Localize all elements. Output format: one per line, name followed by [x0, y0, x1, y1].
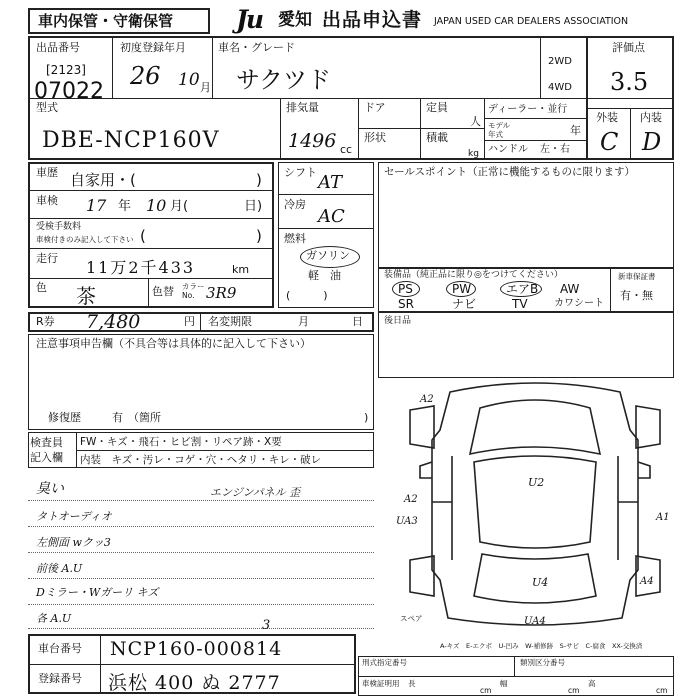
- capacity-unit: 人: [470, 115, 481, 128]
- color-value: 茶: [76, 284, 96, 308]
- ac-value: AC: [318, 206, 345, 227]
- shaken-month-unit: 月(: [170, 199, 189, 214]
- grid-line: [484, 98, 485, 160]
- shape-label: 形状: [364, 131, 386, 144]
- height-label: 高: [588, 679, 596, 688]
- height-unit: cm: [656, 686, 668, 695]
- form-subtitle: JAPAN USED CAR DEALERS ASSOCIATION: [434, 16, 629, 27]
- grid-line: [540, 36, 541, 98]
- lot-label: 出品番号: [36, 41, 80, 54]
- color-label: 色: [36, 281, 47, 294]
- width-label: 幅: [500, 679, 508, 688]
- exterior-label: 外装: [596, 111, 618, 124]
- grid-line: [420, 98, 421, 160]
- grid-line: [28, 98, 674, 99]
- ju-logo: Ju: [236, 5, 263, 34]
- length-unit: cm: [480, 686, 492, 695]
- equip-airbag-circle: [500, 281, 542, 297]
- grid-line: [76, 450, 374, 451]
- history-close: ): [256, 171, 262, 189]
- damage-mark-a4: A4: [640, 576, 654, 587]
- lot-number: 07022: [34, 79, 104, 104]
- registration-label: 初度登録年月: [120, 41, 186, 54]
- reception-open: (: [140, 227, 146, 245]
- name-change-day: 日: [352, 315, 363, 328]
- equip-sr: SR: [398, 297, 414, 311]
- grid-line: [484, 118, 586, 119]
- equip-pw-circle: [446, 281, 476, 297]
- chassis-note: 3: [262, 618, 271, 633]
- model-year-label: モデル 年式: [488, 121, 511, 139]
- drive-2wd: 2WD: [548, 56, 572, 67]
- capacity-label: 定員: [426, 101, 448, 114]
- grid-line: [358, 676, 674, 677]
- storage-label: 車内保管・守衛保管: [38, 12, 174, 30]
- year-unit: 年: [570, 124, 581, 137]
- grid-line: [112, 36, 113, 98]
- length-label: 長: [408, 679, 416, 688]
- damage-mark-ua3: UA3: [396, 516, 418, 527]
- grid-line: [358, 98, 359, 160]
- designated-label: 刑式指定番号: [362, 658, 407, 667]
- damage-mark-u2: U2: [528, 476, 545, 489]
- repair-label: 修復歴: [48, 411, 81, 424]
- load-label: 積載: [426, 131, 448, 144]
- classification-label: 類別区分番号: [520, 658, 565, 667]
- color-code: 3R9: [206, 284, 237, 302]
- plate-label: 登録番号: [38, 672, 82, 685]
- grid-line: [28, 278, 274, 279]
- shaken-label: 車検: [36, 194, 58, 207]
- name-change-label: 名変期限: [208, 315, 252, 328]
- rear-equipment-label: 後日品: [384, 316, 412, 326]
- reception-note: 車検付きのみ記入して下さい: [36, 235, 134, 244]
- evaluation-label: 評価点: [612, 41, 645, 54]
- note-4: 左側面 wクッ3: [36, 536, 111, 549]
- model-value: DBE-NCP160V: [42, 128, 220, 153]
- new-car-warranty-options: 有・無: [620, 289, 653, 302]
- registration-month: 10: [178, 70, 200, 90]
- damage-mark-a2-side: A2: [404, 494, 418, 505]
- rear-equipment-frame: [378, 312, 674, 378]
- form-title: 出品申込書: [322, 9, 423, 31]
- car-name-value: サクツド: [236, 66, 332, 94]
- note-3: タトオーディオ: [36, 510, 112, 523]
- note-7: 各 A.U: [36, 612, 72, 625]
- equip-ps: PS: [398, 282, 413, 296]
- model-label: 型式: [36, 101, 58, 114]
- chassis-label: 車台番号: [38, 642, 82, 655]
- plate-value: 浜松 400 ぬ 2777: [108, 672, 281, 694]
- recycle-value: 7,480: [86, 311, 141, 333]
- mileage-label: 走行: [36, 252, 58, 265]
- grid-line: [484, 140, 586, 141]
- reception-close: ): [256, 227, 262, 245]
- grid-line: [28, 664, 356, 665]
- evaluation-score: 3.5: [610, 68, 649, 96]
- displacement-unit: cc: [340, 143, 353, 156]
- lot-bracket-number: [2123]: [46, 63, 86, 77]
- note-6: Dミラー・Wガーリ キズ: [36, 586, 159, 599]
- displacement-value: 1496: [288, 130, 337, 152]
- note-line: [28, 604, 374, 605]
- load-unit: kg: [468, 149, 479, 159]
- recycle-label: R券: [36, 315, 55, 328]
- org-name: 愛知: [278, 10, 312, 30]
- grid-line: [610, 268, 611, 312]
- dealer-label: ディーラー・並行: [488, 104, 568, 115]
- width-unit: cm: [568, 686, 580, 695]
- new-car-warranty-label: 新車保証書: [618, 272, 656, 281]
- interior-label: 内装: [640, 111, 662, 124]
- grid-line: [278, 228, 374, 229]
- fuel-other: ( ): [286, 289, 328, 302]
- displacement-label: 排気量: [286, 101, 319, 114]
- sales-point-label: セールスポイント（正常に機能するものに限ります）: [384, 166, 636, 178]
- mileage-unit: km: [232, 263, 250, 276]
- grid-line: [148, 278, 149, 308]
- damage-mark-ua4: UA4: [524, 616, 546, 627]
- damage-mark-u4: U4: [532, 576, 549, 589]
- damage-mark-a2-top: A2: [420, 394, 434, 405]
- note-line: [28, 526, 374, 527]
- recycle-yen: 円: [184, 315, 195, 328]
- car-name-label: 車名・グレード: [218, 41, 295, 54]
- color-code-label: カラー No.: [182, 282, 205, 300]
- repair-suffix: （箇所: [128, 411, 161, 424]
- shift-value: AT: [318, 172, 343, 193]
- fuel-gasoline: ガソリン: [306, 249, 350, 262]
- inspector-interior-row: 内装 キズ・汚レ・コゲ・穴・ヘタリ・キレ・破レ: [80, 454, 322, 466]
- equip-ps-circle: [392, 281, 420, 297]
- notes-label: 注意事項申告欄（不具合等は具体的に記入して下さい）: [36, 337, 311, 350]
- grid-line: [358, 128, 484, 129]
- damage-mark-a1: A1: [656, 512, 670, 523]
- equipment-label: 装備品（純正品に限り◎をつけてください）: [384, 270, 563, 280]
- repair-value: 有: [112, 411, 123, 424]
- fuel-diesel: 軽 油: [308, 269, 341, 282]
- grid-line: [280, 98, 281, 160]
- exterior-grade: C: [600, 128, 619, 156]
- vehicle-cert-label: 車検証明用: [362, 679, 400, 688]
- history-label: 車歴: [36, 166, 58, 179]
- registration-month-unit: 月: [200, 81, 211, 94]
- grid-line: [200, 312, 201, 332]
- registration-year: 26: [130, 62, 161, 90]
- grid-line: [630, 108, 631, 160]
- ac-label: 冷房: [284, 198, 306, 211]
- repair-close: ): [364, 411, 369, 424]
- inspector-label: 検査員 記入欄: [30, 436, 63, 464]
- shaken-year-unit: 年: [118, 199, 132, 214]
- equip-leather-seat: カワシート: [554, 298, 604, 309]
- drive-4wd: 4WD: [548, 82, 572, 93]
- note-2: エンジンパネル 歪: [210, 486, 301, 499]
- reception-label: 受検手数料: [36, 222, 82, 232]
- grid-line: [28, 218, 274, 219]
- shaken-year: 17: [86, 196, 107, 215]
- spare-label: スペア: [400, 614, 423, 623]
- shaken-month: 10: [146, 196, 167, 215]
- note-line: [28, 578, 374, 579]
- recycle-frame: [28, 312, 374, 332]
- grid-line: [514, 656, 515, 676]
- note-1: 臭い: [36, 481, 64, 497]
- handle-label: ハンドル: [488, 144, 528, 155]
- equip-aw: AW: [560, 282, 580, 296]
- car-damage-diagram: [390, 370, 680, 640]
- grid-line: [28, 190, 274, 191]
- door-label: ドア: [364, 101, 386, 114]
- name-change-month: 月: [298, 315, 309, 328]
- grid-line: [28, 248, 274, 249]
- inspector-exterior-row: FW・キズ・飛石・ヒビ割・リペア跡・X要: [80, 436, 282, 448]
- equip-tv: TV: [512, 297, 528, 311]
- damage-legend: A-キズ E-エクボ U-凹み W-補修跡 S-サビ C-腐食 XX-交換済: [440, 642, 643, 650]
- repaint-label: 色替: [152, 285, 174, 298]
- note-line: [28, 552, 374, 553]
- note-line: [28, 628, 374, 629]
- interior-grade: D: [642, 128, 662, 156]
- mileage-value: 11万2千433: [86, 258, 196, 277]
- grid-line: [212, 36, 213, 98]
- shaken-day-unit: 日): [244, 199, 263, 214]
- note-5: 前後 A.U: [36, 562, 83, 575]
- handle-options: 左・右: [540, 144, 570, 155]
- note-line: [28, 500, 374, 501]
- grid-line: [278, 194, 374, 195]
- equip-navi: ナビ: [452, 297, 477, 311]
- shift-label: シフト: [284, 166, 317, 179]
- equip-pw: PW: [452, 282, 472, 296]
- chassis-value: NCP160-000814: [110, 638, 283, 660]
- fuel-label: 燃料: [284, 232, 306, 245]
- equip-airbag: エアB: [506, 282, 539, 296]
- history-value: 自家用・(: [70, 171, 136, 189]
